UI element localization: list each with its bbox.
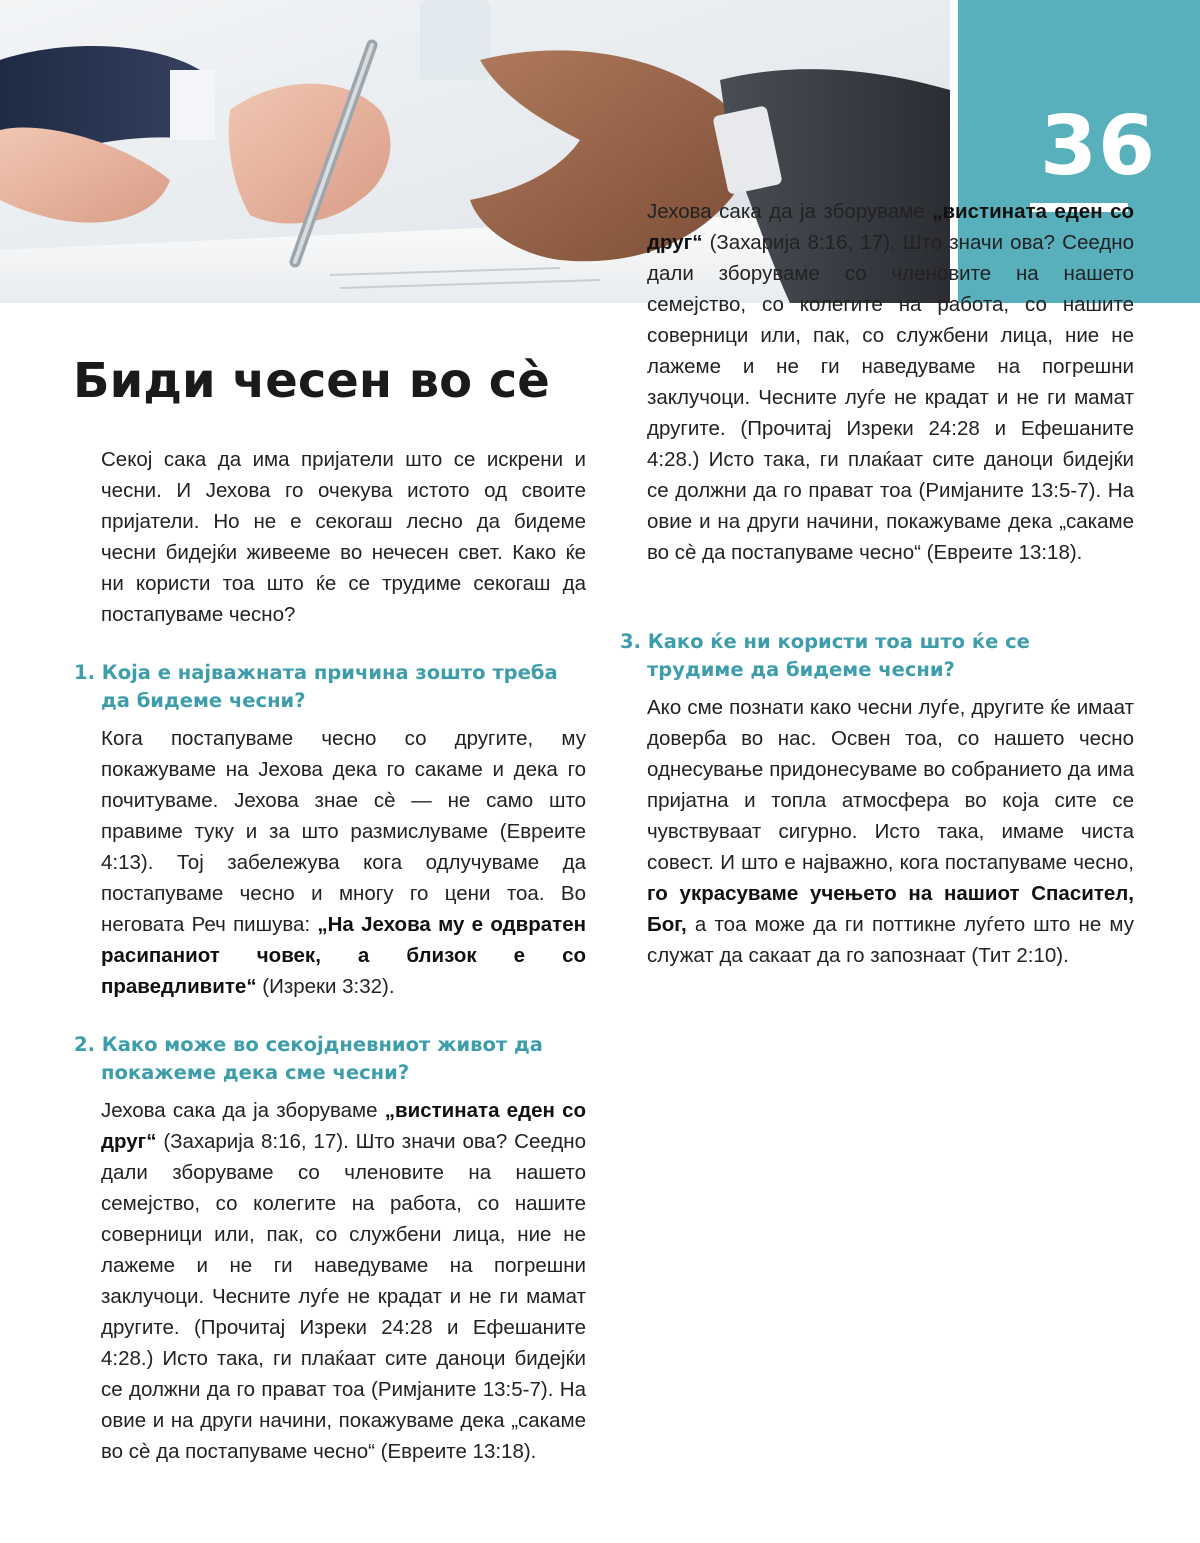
intro-paragraph: Секој сака да има пријатели што се искрени и чесни. И Јехова го очекува истото од своите пријатели. Но не е секогаш лесно да бидеме чесни бидејќи живееме во нечесен свет. Како ќе ни користи тоа што ќе се трудиме секогаш да постапуваме чесно? bbox=[101, 448, 586, 626]
answer-2-paragraph bbox=[74, 1095, 587, 1463]
answer-3-text-a: Ако сме познати како чесни луѓе, другите ќе имаат доверба во нас. Освен тоа, со нашето чесно однесување придонесуваме во собранието да има пријатна и топла атмосфера во која сите се чувствуваат сигурно. Исто така, имаме чиста совест. И што е најважно, кога постапуваме чесно, bbox=[647, 696, 1134, 874]
page-title: Биди чесен во сè bbox=[73, 353, 550, 409]
right-column bbox=[620, 200, 1134, 971]
answer-1-paragraph bbox=[74, 723, 586, 1002]
left-column bbox=[74, 444, 587, 1463]
answer-2-cont-bold: „вистината еден со друг“ bbox=[647, 200, 1134, 254]
answer-2-bold-quote: „вистината еден со друг“ bbox=[101, 1099, 587, 1153]
answer-2-continuation bbox=[620, 200, 1134, 599]
answer-1-text-b: (Изреки 3:32). bbox=[256, 975, 395, 998]
answer-2-cont-a: Јехова сака да ја зборуваме bbox=[647, 200, 933, 223]
answer-2-cont-b: (Захарија 8:16, 17). Што значи ова? Сеедно дали зборуваме со членовите на нашето семејство, со колегите на работа, со нашите соверници или, пак, со службени лица, ние не лажеме и не ги наведуваме на погрешни заклучоци. Чесните луѓе не крадат и не ги мамат другите. (Прочитај Изреки 24:28 и Ефешаните 4:28.) Исто така, ги плаќаат сите даноци бидејќи се должни да го прават тоа (Римјаните 13:5-7). На овие и на други начини, покажуваме дека „сакаме во сè да постапуваме чесно“ (Евреите 13:18). bbox=[647, 231, 1134, 564]
answer-3-paragraph bbox=[620, 692, 1134, 971]
lesson-number: 36 bbox=[1039, 99, 1157, 194]
answer-2-continuation-text bbox=[647, 196, 1134, 568]
answer-3-text-b: а тоа може да ги поттикне луѓето што не му служат да сакаат да го запознаат (Тит 2:10). bbox=[647, 913, 1134, 967]
answer-2-text-b: (Захарија 8:16, 17). Што значи ова? Сеедно дали зборуваме со членовите на нашето семејство, со колегите на работа, со нашите соверници или, пак, со службени лица, ние не лажеме и не ги наведуваме на погрешни заклучоци. Чесните луѓе не крадат и не ги мамат другите. (Прочитај Изреки 24:28 и Ефешаните 4:28.) Исто така, ги плаќаат сите даноци бидејќи се должни да го прават тоа (Римјаните 13:5-7). На овие и на други начини, покажуваме дека „сакаме во сè да постапуваме чесно“ (Евреите 13:18). bbox=[101, 1130, 586, 1463]
answer-1-text-a: Кога постапуваме чесно со другите, му покажуваме на Јехова дека го сакаме и дека го почитуваме. Јехова знае сè — не само што правиме туку и за што размислуваме (Евреите 4:13). Тој забележува кога одлучуваме да постапуваме чесно и многу го цени тоа. Во неговата Реч пишува: bbox=[101, 727, 586, 936]
question-3: 3. Како ќе ни користи тоа што ќе се трудиме да бидеме чесни? bbox=[620, 630, 1030, 681]
question-1: 1. Која е најважната причина зошто треба да бидеме чесни? bbox=[74, 661, 558, 712]
question-2: 2. Како може во секојдневниот живот да покажеме дека сме чесни? bbox=[74, 1033, 543, 1084]
answer-1-bold-quote: „На Јехова му е одвратен расипаниот човек, а близок е со праведливите“ bbox=[101, 913, 586, 998]
answer-3-bold-phrase: го украсуваме учењето на нашиот Спасител, Бог, bbox=[647, 882, 1134, 936]
answer-2-text-a: Јехова сака да ја зборуваме bbox=[101, 1099, 385, 1122]
